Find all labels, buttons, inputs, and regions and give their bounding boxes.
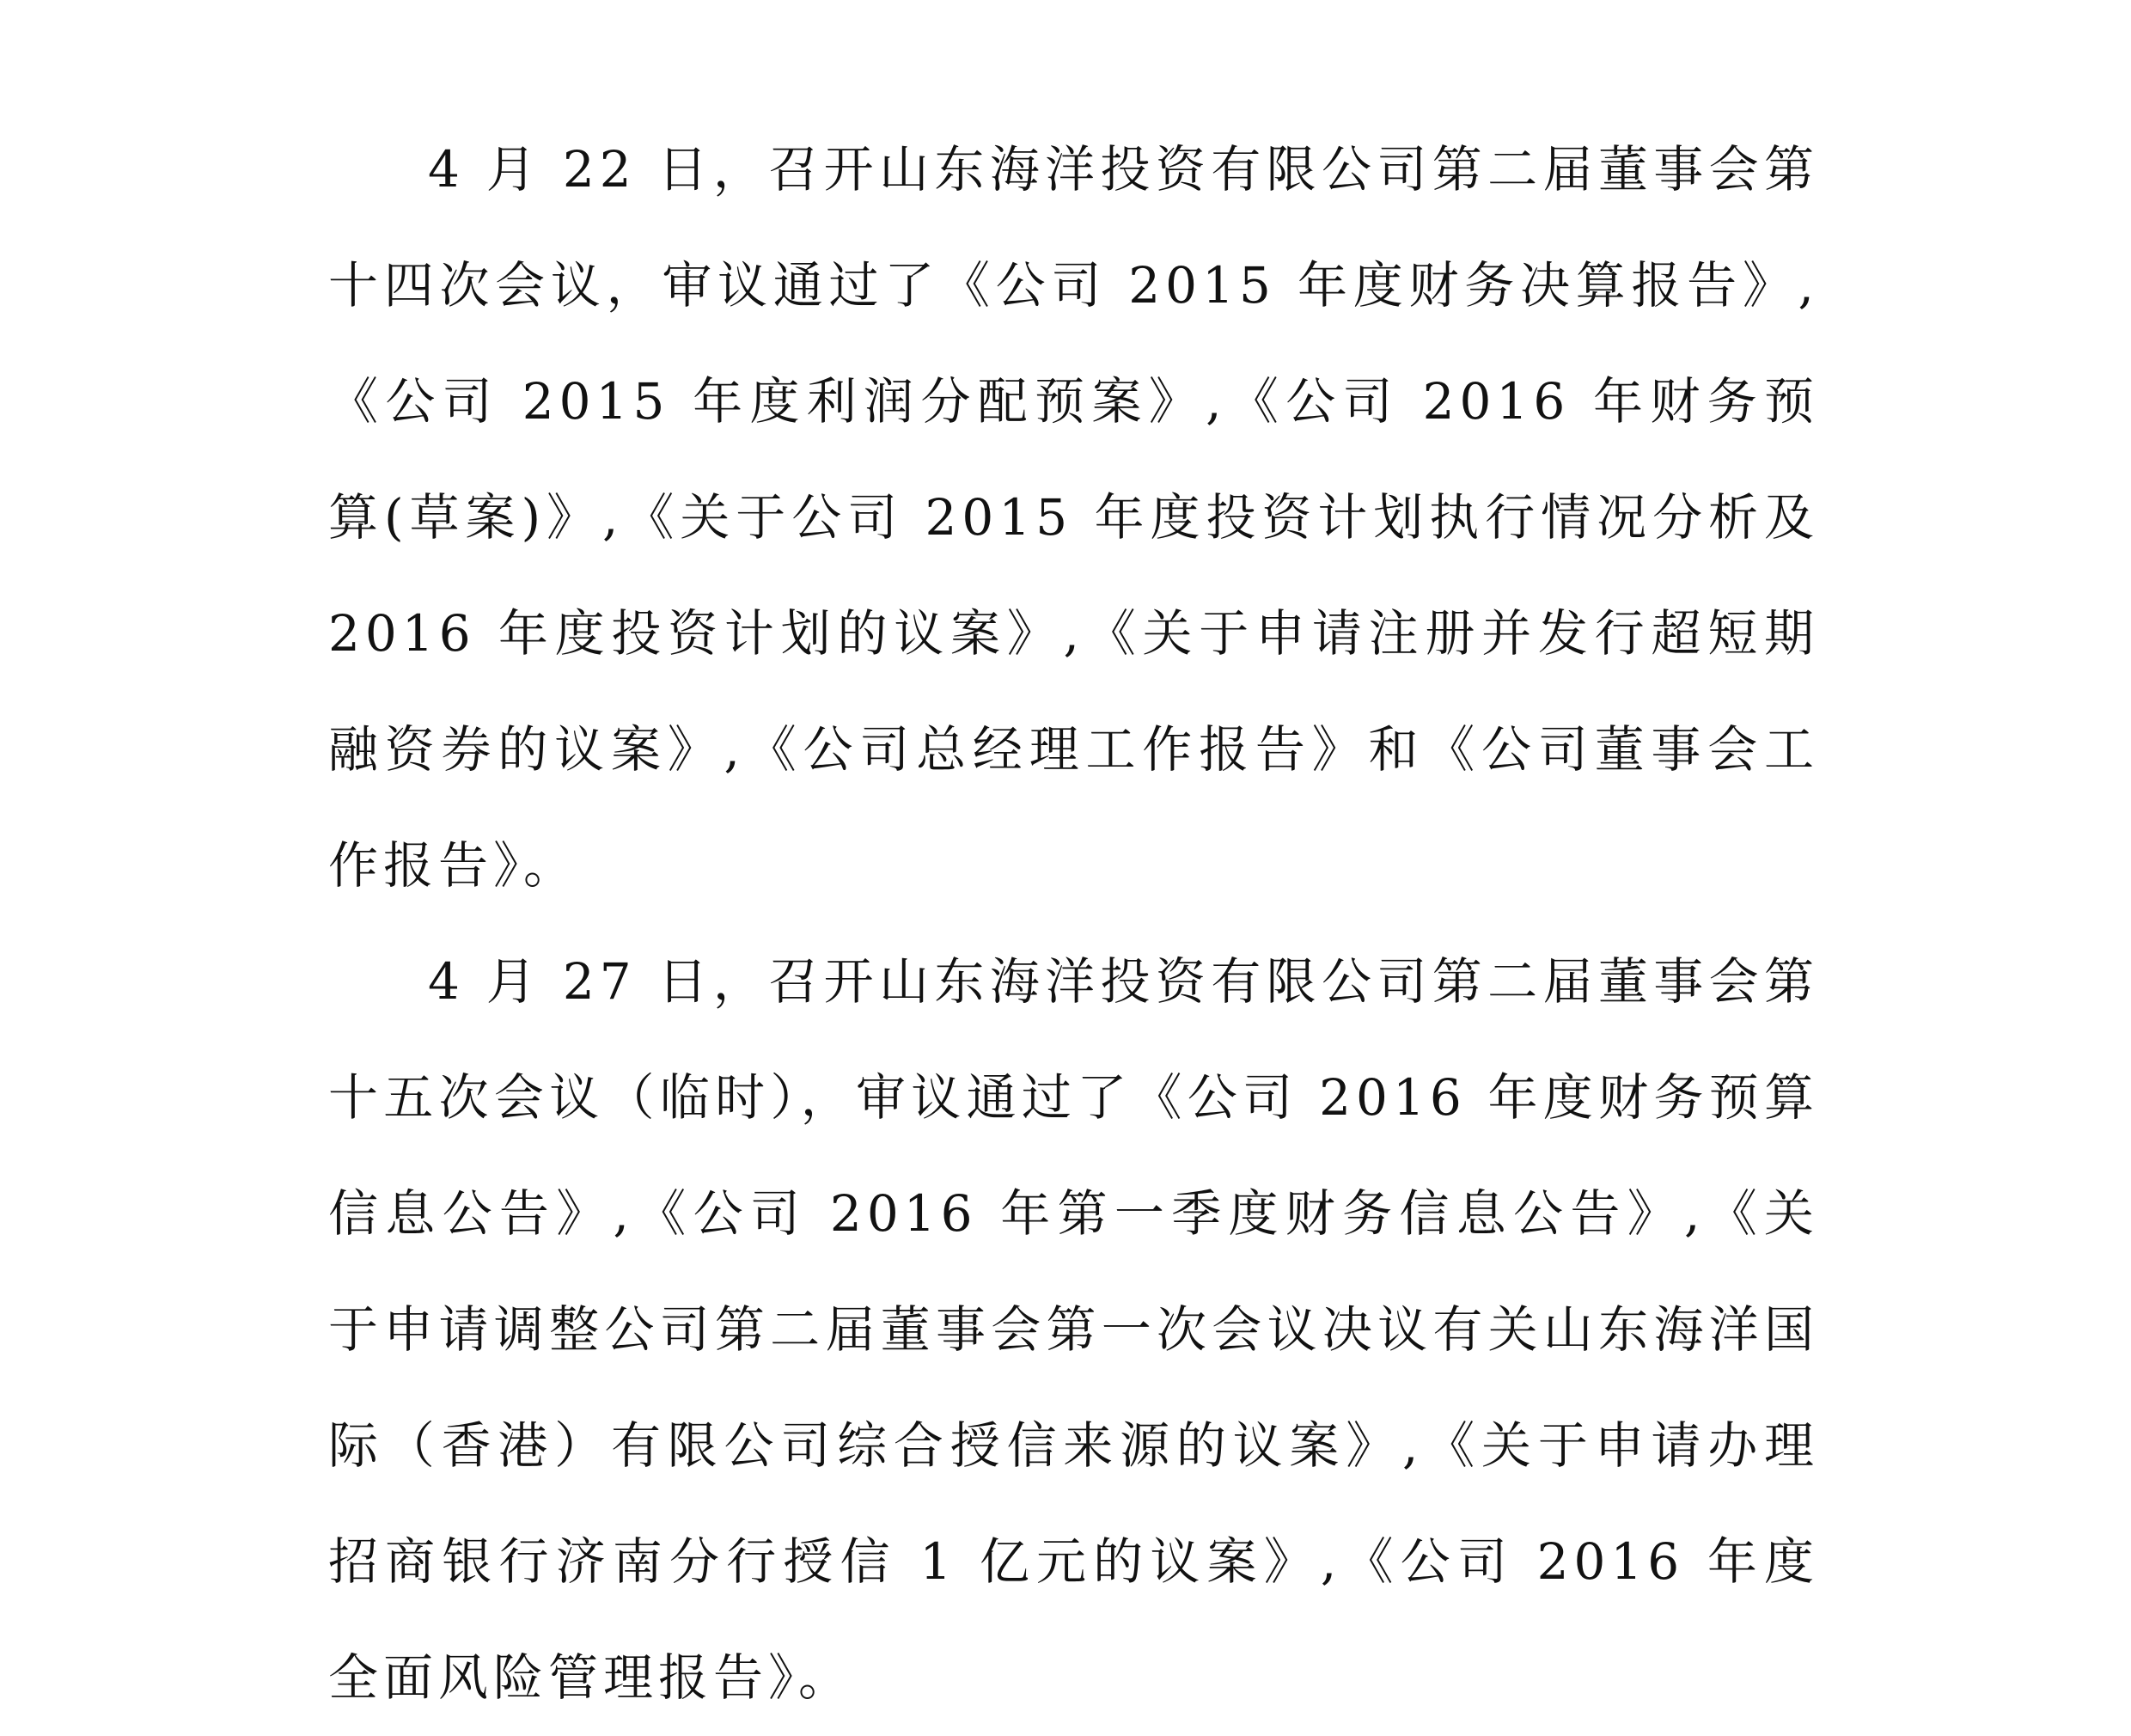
paragraph-meeting-april-27: 4 月 27 日，召开山东海洋投资有限公司第二届董事会第十五次会议（临时），审议通过了《公司 2016 年度财务预算信息公告》,《公司 2016 年第一季度财务信息公告》,《关于申请调整公司第二届董事会第一次会议决议有关山东海洋国际（香港）有限公司综合授信来源的议案》,《关于申请办理招商银行济南分行授信 1 亿元的议案》,《公司 2016 年度全面风险管理报告》。 — [328, 952, 1819, 1707]
document-body — [328, 112, 1819, 1736]
paragraph-meeting-april-22: 4 月 22 日，召开山东海洋投资有限公司第二届董事会第十四次会议，审议通过了《公司 2015 年度财务决算报告》,《公司 2015 年度利润分配预案》,《公司 2016 年财务预算(草案)》,《关于公司 2015 年度投资计划执行情况分析及 2016 年度投资计划的议案》,《关于申请注册并发行超短期融资券的议案》,《公司总经理工作报告》和《公司董事会工作报告》。 — [328, 140, 1819, 895]
